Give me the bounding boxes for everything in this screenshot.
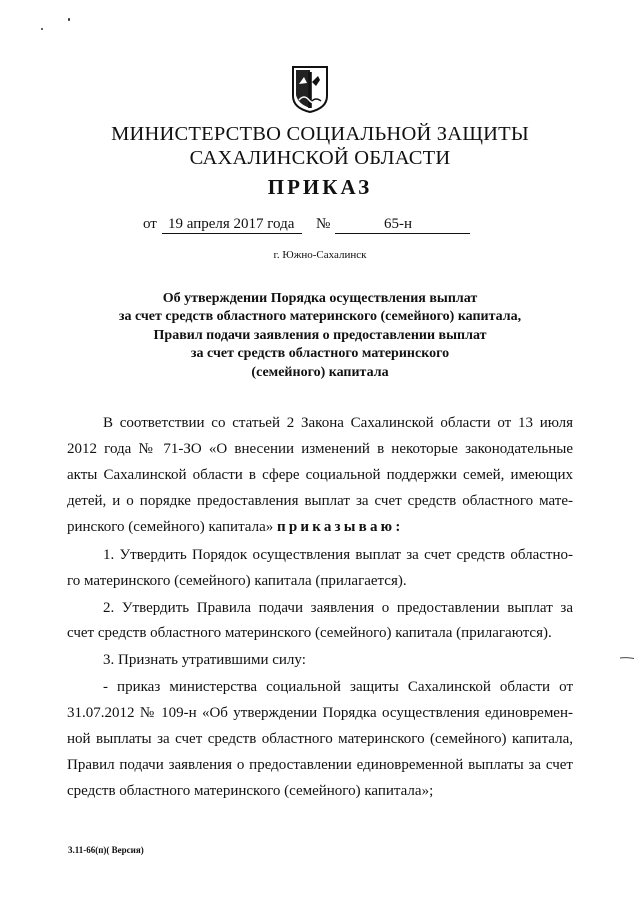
subject-line: за счет средств областного материнского (семейного) капитала, (118, 309, 522, 325)
order-number: 65-н (384, 216, 413, 232)
item1-line: го материнского (семейного) капитала (прилагается). (67, 573, 407, 589)
subject-line: Об утверждении Порядка осуществления выплат (162, 291, 478, 306)
subject-line: (семейного) капитала (251, 364, 389, 380)
subject-line: за счет средств областного материнского (190, 346, 450, 362)
number-underline (335, 233, 470, 234)
preamble-last-text: ринского (семейного) капитала» (67, 519, 274, 535)
form-code: 3.11-66(п)( Версия) (68, 845, 144, 855)
preamble-line: В соответствии со статьей 2 Закона Сахалинской области от 13 июля (103, 415, 573, 431)
preamble-line: 2012 года № 71-ЗО «О внесении изменений в некоторые законодательные (67, 441, 573, 457)
item3-heading: 3. Признать утратившими силу: (103, 652, 306, 668)
scan-speck (68, 18, 70, 21)
item2-line: 2. Утвердить Правила подачи заявления о предоставлении выплат за (103, 600, 573, 616)
number-sign: № (316, 216, 331, 232)
ministry-name-line2: САХАЛИНСКОЙ ОБЛАСТИ (189, 147, 451, 169)
city-name: г. Южно-Сахалинск (273, 249, 367, 261)
item3-sub-line: Правил подачи заявления о предоставлении единовременной выплаты за счет (67, 757, 573, 773)
order-date: 19 апреля 2017 года (168, 216, 295, 232)
scan-edge-mark (620, 657, 634, 659)
order-subject (60, 290, 580, 382)
item3-sub-line: 31.07.2012 № 109-н «Об утверждении Порядка осуществления единовремен- (67, 705, 573, 721)
preamble-last-line (67, 518, 573, 536)
date-underline (162, 233, 302, 234)
date-prefix: от (143, 216, 157, 232)
subject-line: Правил подачи заявления о предоставлении выплат (153, 327, 487, 343)
ministry-name-line1: МИНИСТЕРСТВО СОЦИАЛЬНОЙ ЗАЩИТЫ (111, 123, 529, 145)
order-command: приказываю: (277, 519, 404, 535)
item1-line: 1. Утвердить Порядок осуществления выплат за счет средств областно- (103, 547, 573, 563)
preamble-line: акты Сахалинской области в сфере социальной поддержки семей, имеющих (67, 467, 573, 483)
order-title: ПРИКАЗ (267, 175, 373, 199)
item3-sub-line: средств областного материнского (семейного) капитала»; (67, 783, 434, 799)
preamble-line: детей, и о порядке предоставления выплат за счет средств областного мате- (67, 493, 573, 509)
item2-line: счет средств областного материнского (семейного) капитала (прилагаются). (67, 625, 552, 641)
scan-speck (41, 28, 43, 30)
coat-of-arms-icon (290, 64, 330, 114)
item3-sub-line: ной выплаты за счет средств областного материнского (семейного) капитала, (67, 731, 573, 747)
item3-sub-line: - приказ министерства социальной защиты Сахалинской области от (103, 679, 573, 695)
